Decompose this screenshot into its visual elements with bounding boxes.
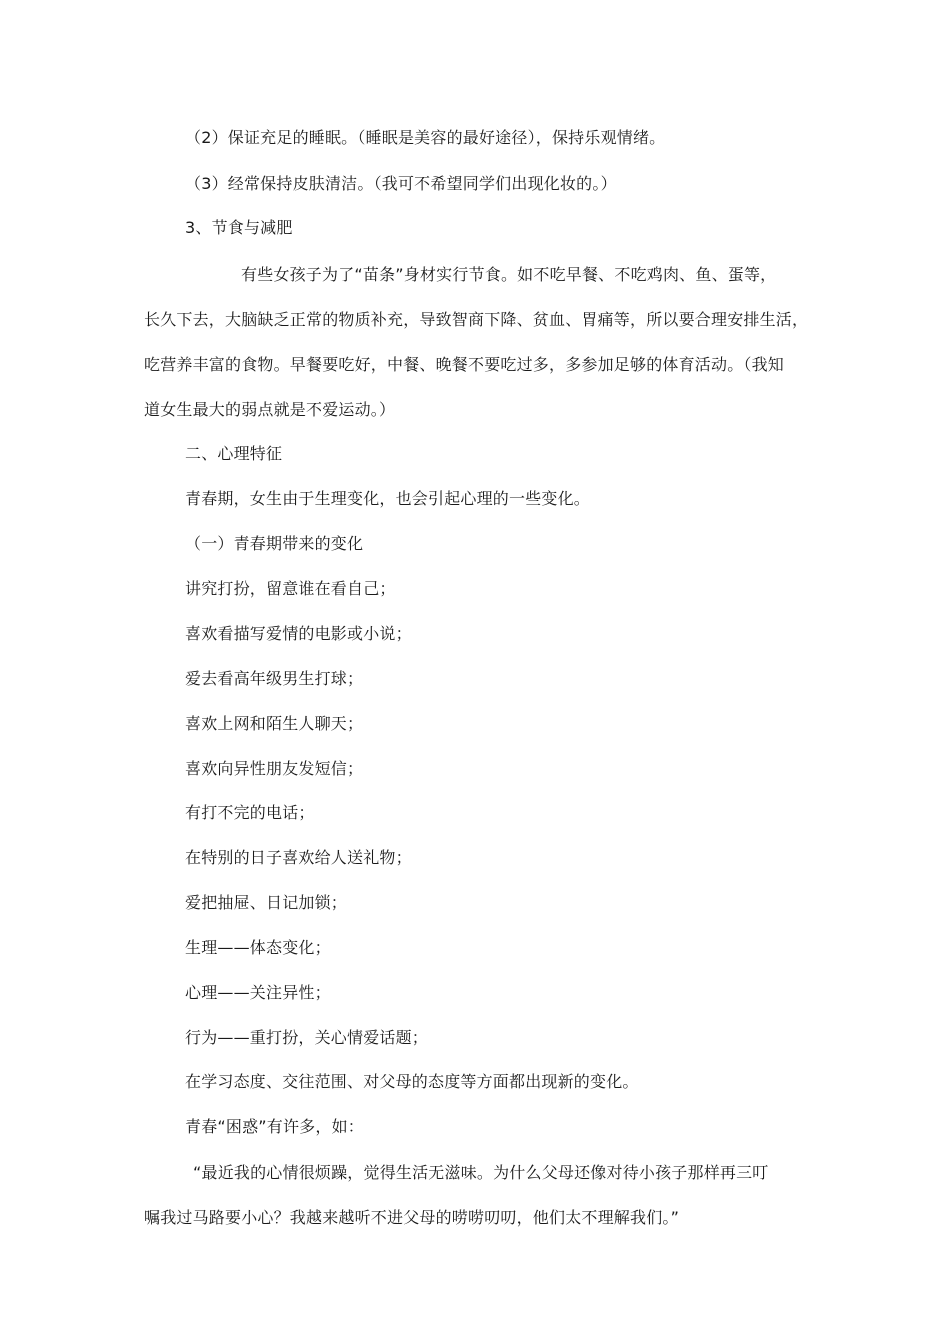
text-line: 吃营养丰富的食物。早餐要吃好，中餐、晚餐不要吃过多，多参加足够的体育活动。（我知: [144, 355, 785, 374]
text-line: 青春期，女生由于生理变化，也会引起心理的一些变化。: [185, 489, 591, 508]
text-line: 道女生最大的弱点就是不爱运动。）: [144, 400, 396, 419]
section-heading: 二、心理特征: [185, 444, 283, 463]
section-heading: 3、节食与减肥: [185, 218, 293, 237]
list-item: 行为——重打扮，关心情爱话题；: [185, 1028, 429, 1047]
text-line: 在学习态度、交往范围、对父母的态度等方面都出现新的变化。: [185, 1072, 639, 1091]
list-item: 喜欢上网和陌生人聊天；: [185, 714, 364, 733]
list-item: 爱去看高年级男生打球；: [185, 669, 364, 688]
list-item: 有打不完的电话；: [185, 803, 315, 822]
quote-line: “最近我的心情很烦躁，觉得生活无滋味。为什么父母还像对待小孩子那样再三叮: [193, 1163, 769, 1182]
list-item: 讲究打扮，留意谁在看自己；: [185, 579, 396, 598]
text-line: 青春“困惑”有许多，如：: [185, 1117, 364, 1136]
list-item: 爱把抽屉、日记加锁；: [185, 893, 348, 912]
list-item: 心理——关注异性；: [185, 983, 331, 1002]
list-item: 喜欢看描写爱情的电影或小说；: [185, 624, 412, 643]
subsection-heading: （一）青春期带来的变化: [185, 534, 364, 553]
list-item: 在特别的日子喜欢给人送礼物；: [185, 848, 412, 867]
text-line: 有些女孩子为了“苗条”身材实行节食。如不吃早餐、不吃鸡肉、鱼、蛋等，: [241, 265, 777, 284]
text-line: （2）保证充足的睡眠。（睡眠是美容的最好途径），保持乐观情绪。: [185, 128, 666, 147]
list-item: 生理——体态变化；: [185, 938, 331, 957]
text-line: 长久下去，大脑缺乏正常的物质补充，导致智商下降、贫血、胃痛等，所以要合理安排生活，: [144, 310, 809, 329]
quote-line: 嘱我过马路要小心？我越来越听不进父母的唠唠叨叨，他们太不理解我们。”: [144, 1208, 680, 1227]
list-item: 喜欢向异性朋友发短信；: [185, 759, 364, 778]
text-line: （3）经常保持皮肤清洁。（我可不希望同学们出现化妆的。）: [185, 174, 617, 193]
